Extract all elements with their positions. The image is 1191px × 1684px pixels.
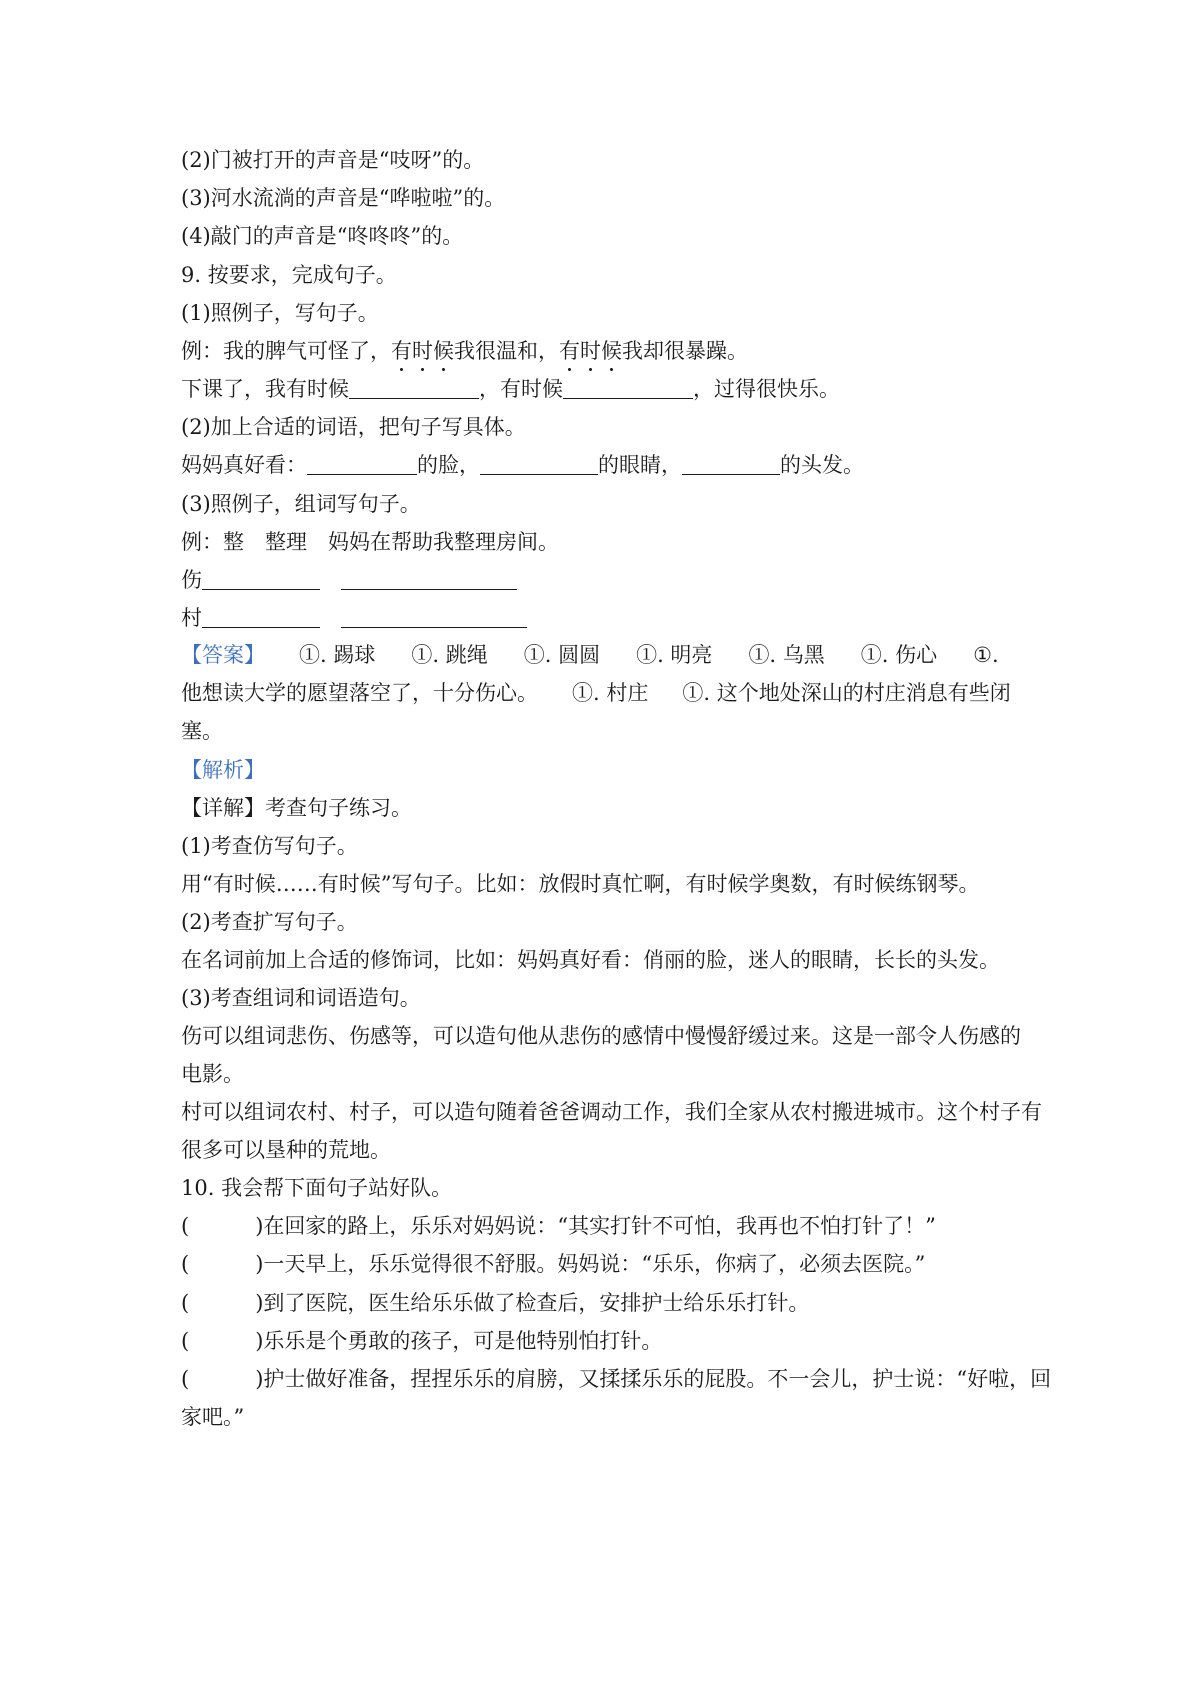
fill-sentence: 村: [181, 604, 1021, 632]
answer-blank[interactable]: [341, 607, 527, 628]
text-line: (4)敲门的声音是“咚咚咚”的。: [181, 224, 464, 248]
emphasis-dots: [391, 339, 454, 363]
answer-blank[interactable]: [307, 454, 417, 475]
ordering-item: ( )在回家的路上，乐乐对妈妈说：“其实打针不可怕，我再也不怕打针了！”: [181, 1214, 936, 1238]
emphasized-char: 有: [391, 339, 412, 363]
question-10-title: 10. 我会帮下面句子站好队。: [181, 1176, 453, 1200]
answer-blank[interactable]: [202, 569, 320, 590]
text-line: 电影。: [181, 1062, 244, 1086]
answer-line: 塞。: [181, 719, 223, 743]
fill-sentence: 下课了，我有时候 ，有时候 ，过得很快乐。: [181, 377, 840, 401]
answer-line: 他想读大学的愿望落空了，十分伤心。 ①. 村庄 ①. 这个地处深山的村庄消息有些闭: [181, 681, 1011, 705]
text-line: (1)考查仿写句子。: [181, 834, 358, 858]
answer-blank[interactable]: [480, 454, 598, 475]
text-line: 家吧。”: [181, 1405, 245, 1429]
ordering-item: ( )护士做好准备，捏捏乐乐的肩膀，又揉揉乐乐的屁股。不一会儿，护士说：“好啦，回: [181, 1367, 1052, 1391]
text-line: 用“有时候……有时候”写句子。比如：放假时真忙啊，有时候学奥数，有时候练钢琴。: [181, 872, 980, 896]
text-line: (3)照例子，组词写句子。: [181, 492, 421, 516]
text-line: 【详解】考查句子练习。: [181, 796, 412, 820]
answer-blank[interactable]: [341, 569, 517, 590]
text-line: (3)河水流淌的声音是“哗啦啦”的。: [181, 186, 506, 210]
answer-tag: 【答案】: [181, 643, 265, 667]
emphasized-char: 候: [433, 339, 454, 363]
emphasized-char: 候: [601, 339, 622, 363]
text-line: (2)门被打开的声音是“吱呀”的。: [181, 148, 485, 172]
emphasized-char: 时: [412, 339, 433, 363]
answer-blank[interactable]: [202, 607, 320, 628]
ordering-item: ( )一天早上，乐乐觉得很不舒服。妈妈说：“乐乐，你病了，必须去医院。”: [181, 1252, 926, 1276]
answer-blank[interactable]: [563, 378, 693, 399]
emphasized-char: 时: [580, 339, 601, 363]
analysis-tag: 【解析】: [181, 758, 265, 782]
text-line: (1)照例子，写句子。: [181, 301, 379, 325]
text-line: (2)加上合适的词语，把句子写具体。: [181, 415, 526, 439]
ordering-item: ( )乐乐是个勇敢的孩子，可是他特别怕打针。: [181, 1329, 663, 1353]
answer-blank[interactable]: [349, 378, 479, 399]
text-line: 很多可以垦种的荒地。: [181, 1138, 391, 1162]
text-line: (2)考查扩写句子。: [181, 910, 358, 934]
answer-blank[interactable]: [682, 454, 780, 475]
text-line: 伤可以组词悲伤、伤感等，可以造句他从悲伤的感情中慢慢舒缓过来。这是一部令人伤感的: [181, 1024, 1021, 1048]
emphasis-dots: [559, 339, 622, 363]
example-sentence: 例：整 整理 妈妈在帮助我整理房间。: [181, 530, 559, 554]
example-sentence: 例：我的脾气可怪了，有时候我很温和，有时候我却很暴躁。: [181, 339, 748, 363]
fill-sentence: 妈妈真好看： 的脸， 的眼睛， 的头发。: [181, 453, 864, 477]
ordering-item: ( )到了医院，医生给乐乐做了检查后，安排护士给乐乐打针。: [181, 1291, 810, 1315]
answer-line: 【答案】 ①. 踢球 ①. 跳绳 ①. 圆圆 ①. 明亮 ①. 乌黑 ①. 伤心 ①.: [181, 643, 999, 667]
fill-sentence: 伤: [181, 566, 1021, 594]
question-9-title: 9. 按要求，完成句子。: [181, 263, 397, 287]
text-line: 村可以组词农村、村子，可以造句随着爸爸调动工作，我们全家从农村搬进城市。这个村子有: [181, 1100, 1042, 1124]
emphasized-char: 有: [559, 339, 580, 363]
text-line: 在名词前加上合适的修饰词，比如：妈妈真好看：俏丽的脸，迷人的眼睛，长长的头发。: [181, 948, 1000, 972]
text-line: (3)考查组词和词语造句。: [181, 986, 421, 1010]
